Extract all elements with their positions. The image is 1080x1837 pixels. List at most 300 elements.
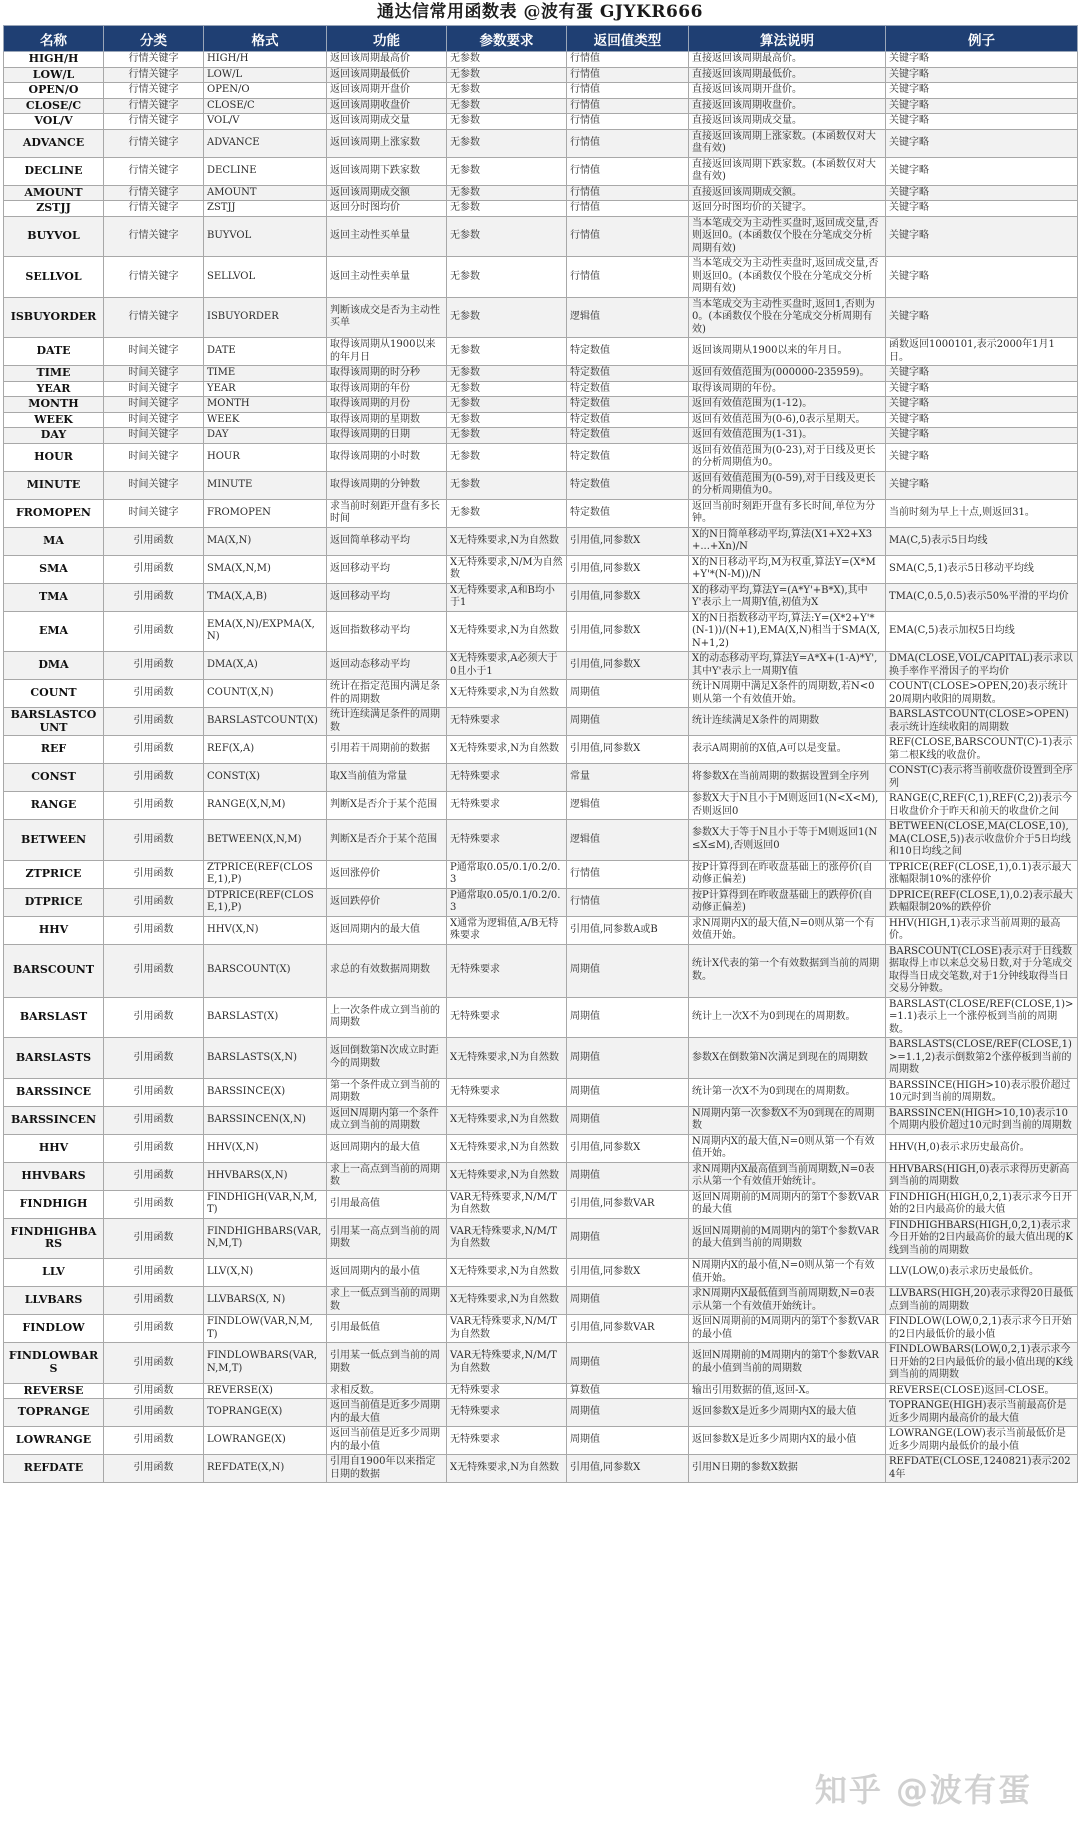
algorithm-cell: 返回参数X是近多少周期内X的最大值 [689,1399,886,1427]
algorithm-cell: 统计X代表的第一个有效数据到当前的周期数。 [689,944,886,997]
table-row [4,1399,1078,1427]
category-cell: 时间关键字 [104,381,204,397]
params-cell: X无特殊要求,N为自然数 [447,1106,567,1134]
name-cell: RANGE [4,792,104,820]
function-cell: 求上一低点到当前的周期数 [327,1287,447,1315]
params-cell: X无特殊要求,N为自然数 [447,1455,567,1483]
algorithm-cell: 参数X大于N且小于M则返回1(N<X<M),否则返回0 [689,792,886,820]
format-cell: EMA(X,N)/EXPMA(X,N) [204,611,327,652]
table-row [4,792,1078,820]
category-cell: 行情关键字 [104,114,204,130]
table-row [4,1162,1078,1190]
category-cell: 引用函数 [104,583,204,611]
algorithm-cell: N周期内第一次参数X不为0到现在的周期数 [689,1106,886,1134]
params-cell: 无参数 [447,201,567,217]
header-category: 分类 [104,26,204,52]
name-cell: LOWRANGE [4,1427,104,1455]
params-cell: 无参数 [447,257,567,298]
function-cell: 返回该周期最高价 [327,52,447,68]
category-cell: 引用函数 [104,1106,204,1134]
format-cell: ZTPRICE(REF(CLOSE,1),P) [204,860,327,888]
format-cell: HOUR [204,443,327,471]
function-cell: 取X当前值为常量 [327,764,447,792]
params-cell: X无特殊要求,A必须大于0且小于1 [447,652,567,680]
function-cell: 返回倒数第N次成立时距今的周期数 [327,1038,447,1079]
format-cell: LLVBARS(X, N) [204,1287,327,1315]
params-cell: 无参数 [447,129,567,157]
format-cell: BARSLASTS(X,N) [204,1038,327,1079]
function-cell: 返回该周期成交额 [327,185,447,201]
table-row [4,114,1078,130]
format-cell: BARSSINCEN(X,N) [204,1106,327,1134]
function-cell: 求当前时刻距开盘有多长时间 [327,499,447,527]
return-type-cell: 周期值 [567,997,689,1038]
params-cell: 无特殊要求 [447,944,567,997]
algorithm-cell: 直接返回该周期最低价。 [689,67,886,83]
example-cell: REFDATE(CLOSE,1240821)表示2024年 [886,1455,1078,1483]
return-type-cell: 行情值 [567,257,689,298]
name-cell: BARSSINCE [4,1078,104,1106]
return-type-cell: 引用值,同参数X [567,611,689,652]
return-type-cell: 特定数值 [567,338,689,366]
example-cell: BARSCOUNT(CLOSE)表示对于日线数据取得上市以来总交易日数,对于分笔成交取得当日成交笔数,对于1分钟线取得当日交易分钟数。 [886,944,1078,997]
name-cell: CONST [4,764,104,792]
function-cell: 统计在指定范围内满足条件的周期数 [327,680,447,708]
name-cell: SELLVOL [4,257,104,298]
return-type-cell: 特定数值 [567,499,689,527]
algorithm-cell: 统计第一次X不为0到现在的周期数。 [689,1078,886,1106]
category-cell: 引用函数 [104,944,204,997]
category-cell: 引用函数 [104,764,204,792]
name-cell: BETWEEN [4,820,104,861]
function-cell: 返回主动性买单量 [327,216,447,257]
table-row [4,1287,1078,1315]
function-cell: 引用最高值 [327,1190,447,1218]
return-type-cell: 周期值 [567,1038,689,1079]
example-cell: 关键字略 [886,129,1078,157]
name-cell: DATE [4,338,104,366]
format-cell: BETWEEN(X,N,M) [204,820,327,861]
format-cell: MONTH [204,397,327,413]
example-cell: LLV(LOW,0)表示求历史最低价。 [886,1259,1078,1287]
name-cell: FINDLOW [4,1315,104,1343]
table-row [4,257,1078,298]
example-cell: 关键字略 [886,98,1078,114]
function-cell: 返回简单移动平均 [327,527,447,555]
category-cell: 引用函数 [104,1259,204,1287]
format-cell: ISBUYORDER [204,297,327,338]
algorithm-cell: 求N周期内X最高值到当前周期数,N=0表示从第一个有效值开始统计。 [689,1162,886,1190]
function-cell: 返回涨停价 [327,860,447,888]
return-type-cell: 周期值 [567,1218,689,1259]
function-cell: 返回移动平均 [327,583,447,611]
params-cell: 无特殊要求 [447,1383,567,1399]
function-cell: 返回当前值是近多少周期内的最小值 [327,1427,447,1455]
return-type-cell: 周期值 [567,1106,689,1134]
example-cell: 关键字略 [886,412,1078,428]
table-row [4,98,1078,114]
params-cell: 无特殊要求 [447,1427,567,1455]
algorithm-cell: 输出引用数据的值,返回-X。 [689,1383,886,1399]
name-cell: ISBUYORDER [4,297,104,338]
table-row [4,1190,1078,1218]
algorithm-cell: 返回该周期从1900以来的年月日。 [689,338,886,366]
category-cell: 引用函数 [104,1427,204,1455]
algorithm-cell: X的N日简单移动平均,算法(X1+X2+X3+...+Xn)/N [689,527,886,555]
algorithm-cell: 表示A周期前的X值,A可以是变量。 [689,736,886,764]
return-type-cell: 引用值,同参数X [567,1259,689,1287]
params-cell: P通常取0.05/0.1/0.2/0.3 [447,860,567,888]
name-cell: HIGH/H [4,52,104,68]
category-cell: 行情关键字 [104,129,204,157]
format-cell: REF(X,A) [204,736,327,764]
name-cell: VOL/V [4,114,104,130]
function-cell: 取得该周期的分钟数 [327,471,447,499]
return-type-cell: 行情值 [567,888,689,916]
format-cell: HHVBARS(X,N) [204,1162,327,1190]
format-cell: LOW/L [204,67,327,83]
format-cell: RANGE(X,N,M) [204,792,327,820]
return-type-cell: 引用值,同参数VAR [567,1190,689,1218]
return-type-cell: 特定数值 [567,471,689,499]
category-cell: 引用函数 [104,997,204,1038]
category-cell: 引用函数 [104,1315,204,1343]
params-cell: 无参数 [447,67,567,83]
example-cell: 关键字略 [886,397,1078,413]
return-type-cell: 特定数值 [567,366,689,382]
category-cell: 引用函数 [104,1078,204,1106]
example-cell: FINDHIGH(HIGH,0,2,1)表示求今日开始的2日内最高价的最大值 [886,1190,1078,1218]
format-cell: WEEK [204,412,327,428]
format-cell: DAY [204,428,327,444]
example-cell: 关键字略 [886,471,1078,499]
name-cell: HHV [4,1134,104,1162]
format-cell: LOWRANGE(X) [204,1427,327,1455]
name-cell: FINDHIGH [4,1190,104,1218]
table-row [4,471,1078,499]
params-cell: X无特殊要求,N为自然数 [447,611,567,652]
algorithm-cell: 直接返回该周期收盘价。 [689,98,886,114]
function-cell: 返回该周期下跌家数 [327,157,447,185]
format-cell: HHV(X,N) [204,1134,327,1162]
category-cell: 行情关键字 [104,67,204,83]
category-cell: 行情关键字 [104,83,204,99]
example-cell: MA(C,5)表示5日均线 [886,527,1078,555]
format-cell: TMA(X,A,B) [204,583,327,611]
params-cell: X无特殊要求,N为自然数 [447,527,567,555]
return-type-cell: 逻辑值 [567,297,689,338]
function-cell: 上一次条件成立到当前的周期数 [327,997,447,1038]
function-cell: 返回该周期成交量 [327,114,447,130]
name-cell: FROMOPEN [4,499,104,527]
example-cell: HHV(H,0)表示求历史最高价。 [886,1134,1078,1162]
category-cell: 行情关键字 [104,157,204,185]
example-cell: 关键字略 [886,297,1078,338]
table-row [4,157,1078,185]
category-cell: 行情关键字 [104,52,204,68]
category-cell: 引用函数 [104,1134,204,1162]
return-type-cell: 逻辑值 [567,820,689,861]
function-cell: 返回动态移动平均 [327,652,447,680]
return-type-cell: 算数值 [567,1383,689,1399]
example-cell: LOWRANGE(LOW)表示当前最低价是近多少周期内最低价的最小值 [886,1427,1078,1455]
example-cell: 关键字略 [886,157,1078,185]
function-cell: 取得该周期的星期数 [327,412,447,428]
return-type-cell: 特定数值 [567,412,689,428]
format-cell: BARSSINCE(X) [204,1078,327,1106]
function-cell: 返回该周期最低价 [327,67,447,83]
params-cell: 无参数 [447,428,567,444]
algorithm-cell: 参数X大于等于N且小于等于M则返回1(N≤X≤M),否则返回0 [689,820,886,861]
algorithm-cell: 当本笔成交为主动性卖盘时,返回成交量,否则返回0。(本函数仅个股在分笔成交分析周期有效) [689,257,886,298]
table-row [4,67,1078,83]
name-cell: TMA [4,583,104,611]
example-cell: HHV(HIGH,1)表示求当前周期的最高价。 [886,916,1078,944]
name-cell: BARSSINCEN [4,1106,104,1134]
return-type-cell: 特定数值 [567,397,689,413]
format-cell: VOL/V [204,114,327,130]
example-cell: 关键字略 [886,257,1078,298]
algorithm-cell: X的N日指数移动平均,算法:Y=(X*2+Y'*(N-1))/(N+1),EMA(X,N)相当于SMA(X,N+1,2) [689,611,886,652]
algorithm-cell: 当本笔成交为主动性买盘时,返回1,否则为0。(本函数仅个股在分笔成交分析周期有效) [689,297,886,338]
params-cell: 无特殊要求 [447,792,567,820]
table-row [4,443,1078,471]
name-cell: DAY [4,428,104,444]
format-cell: DATE [204,338,327,366]
example-cell: 关键字略 [886,381,1078,397]
table-row [4,499,1078,527]
return-type-cell: 引用值,同参数X [567,1134,689,1162]
return-type-cell: 行情值 [567,201,689,217]
params-cell: VAR无特殊要求,N/M/T为自然数 [447,1218,567,1259]
algorithm-cell: 统计上一次X不为0到现在的周期数。 [689,997,886,1038]
category-cell: 引用函数 [104,792,204,820]
table-row [4,888,1078,916]
return-type-cell: 行情值 [567,185,689,201]
table-row [4,997,1078,1038]
table-row [4,1455,1078,1483]
name-cell: ZTPRICE [4,860,104,888]
category-cell: 引用函数 [104,555,204,583]
return-type-cell: 周期值 [567,1287,689,1315]
category-cell: 引用函数 [104,611,204,652]
return-type-cell: 周期值 [567,708,689,736]
function-cell: 返回周期内的最小值 [327,1259,447,1287]
name-cell: LOW/L [4,67,104,83]
function-cell: 求上一高点到当前的周期数 [327,1162,447,1190]
table-row [4,680,1078,708]
params-cell: 无参数 [447,412,567,428]
category-cell: 引用函数 [104,860,204,888]
algorithm-cell: 返回有效值范围为(000000-235959)。 [689,366,886,382]
example-cell: COUNT(CLOSE>OPEN,20)表示统计20周期内收阳的周期数。 [886,680,1078,708]
format-cell: HHV(X,N) [204,916,327,944]
category-cell: 行情关键字 [104,297,204,338]
algorithm-cell: 返回N周期前的M周期内的第T个参数VAR的最小值到当前的周期数 [689,1343,886,1384]
example-cell: 当前时刻为早上十点,则返回31。 [886,499,1078,527]
example-cell: BARSSINCE(HIGH>10)表示股价超过10元时到当前的周期数。 [886,1078,1078,1106]
table-row [4,381,1078,397]
category-cell: 时间关键字 [104,499,204,527]
name-cell: DTPRICE [4,888,104,916]
params-cell: X无特殊要求,N为自然数 [447,736,567,764]
format-cell: BARSLASTCOUNT(X) [204,708,327,736]
example-cell: FINDLOW(LOW,0,2,1)表示求今日开始的2日内最低价的最小值 [886,1315,1078,1343]
params-cell: VAR无特殊要求,N/M/T为自然数 [447,1190,567,1218]
example-cell: 关键字略 [886,443,1078,471]
name-cell: FINDHIGHBARS [4,1218,104,1259]
format-cell: YEAR [204,381,327,397]
category-cell: 引用函数 [104,820,204,861]
algorithm-cell: X的移动平均,算法Y=(A*Y'+B*X),其中Y'表示上一周期Y值,初值为X [689,583,886,611]
params-cell: 无参数 [447,397,567,413]
params-cell: 无参数 [447,381,567,397]
example-cell: TOPRANGE(HIGH)表示当前最高价是近多少周期内最高价的最大值 [886,1399,1078,1427]
category-cell: 引用函数 [104,1383,204,1399]
format-cell: BARSCOUNT(X) [204,944,327,997]
algorithm-cell: X的N日移动平均,M为权重,算法Y=(X*M+Y'*(N-M))/N [689,555,886,583]
return-type-cell: 引用值,同参数X [567,736,689,764]
category-cell: 时间关键字 [104,471,204,499]
category-cell: 时间关键字 [104,366,204,382]
function-cell: 返回周期内的最大值 [327,916,447,944]
table-row [4,1259,1078,1287]
return-type-cell: 行情值 [567,114,689,130]
name-cell: OPEN/O [4,83,104,99]
category-cell: 引用函数 [104,1162,204,1190]
algorithm-cell: 直接返回该周期成交额。 [689,185,886,201]
name-cell: ZSTJJ [4,201,104,217]
category-cell: 时间关键字 [104,412,204,428]
params-cell: X无特殊要求,N为自然数 [447,680,567,708]
category-cell: 引用函数 [104,652,204,680]
table-row [4,583,1078,611]
category-cell: 时间关键字 [104,443,204,471]
algorithm-cell: 引用N日期的参数X数据 [689,1455,886,1483]
format-cell: BARSLAST(X) [204,997,327,1038]
format-cell: REFDATE(X,N) [204,1455,327,1483]
format-cell: BUYVOL [204,216,327,257]
category-cell: 引用函数 [104,1287,204,1315]
header-format: 格式 [204,26,327,52]
category-cell: 行情关键字 [104,201,204,217]
name-cell: ADVANCE [4,129,104,157]
name-cell: MA [4,527,104,555]
algorithm-cell: 返回有效值范围为(1-12)。 [689,397,886,413]
example-cell: TPRICE(REF(CLOSE,1),0.1)表示最大涨幅限制10%的涨停价 [886,860,1078,888]
category-cell: 引用函数 [104,1218,204,1259]
table-row [4,916,1078,944]
return-type-cell: 行情值 [567,216,689,257]
return-type-cell: 周期值 [567,944,689,997]
function-cell: 返回周期内的最大值 [327,1134,447,1162]
category-cell: 引用函数 [104,1343,204,1384]
return-type-cell: 行情值 [567,157,689,185]
algorithm-cell: 返回有效值范围为(0-23),对于日线及更长的分析周期值为0。 [689,443,886,471]
table-row [4,860,1078,888]
params-cell: VAR无特殊要求,N/M/T为自然数 [447,1315,567,1343]
name-cell: AMOUNT [4,185,104,201]
format-cell: CLOSE/C [204,98,327,114]
example-cell: REVERSE(CLOSE)返回-CLOSE。 [886,1383,1078,1399]
name-cell: BARSLAST [4,997,104,1038]
format-cell: DECLINE [204,157,327,185]
category-cell: 引用函数 [104,527,204,555]
name-cell: LLV [4,1259,104,1287]
format-cell: ADVANCE [204,129,327,157]
function-cell: 返回N周期内第一个条件成立到当前的周期数 [327,1106,447,1134]
table-row [4,83,1078,99]
params-cell: X无特殊要求,N为自然数 [447,1259,567,1287]
algorithm-cell: 直接返回该周期上涨家数。(本函数仅对大盘有效) [689,129,886,157]
return-type-cell: 特定数值 [567,381,689,397]
example-cell: 关键字略 [886,366,1078,382]
category-cell: 引用函数 [104,736,204,764]
name-cell: HHV [4,916,104,944]
name-cell: WEEK [4,412,104,428]
format-cell: FINDLOW(VAR,N,M,T) [204,1315,327,1343]
format-cell: MA(X,N) [204,527,327,555]
function-cell: 引用某一高点到当前的周期数 [327,1218,447,1259]
function-cell: 取得该周期的时分秒 [327,366,447,382]
category-cell: 引用函数 [104,708,204,736]
example-cell: SMA(C,5,1)表示5日移动平均线 [886,555,1078,583]
category-cell: 引用函数 [104,1190,204,1218]
algorithm-cell: 返回N周期前的M周期内的第T个参数VAR的最大值 [689,1190,886,1218]
table-row [4,736,1078,764]
example-cell: BARSLAST(CLOSE/REF(CLOSE,1)>=1.1)表示上一个涨停板到当前的周期数。 [886,997,1078,1038]
params-cell: 无特殊要求 [447,1399,567,1427]
table-row [4,1038,1078,1079]
category-cell: 时间关键字 [104,397,204,413]
example-cell: 关键字略 [886,67,1078,83]
format-cell: MINUTE [204,471,327,499]
function-cell: 取得该周期的小时数 [327,443,447,471]
example-cell: FINDLOWBARS(LOW,0,2,1)表示求今日开始的2日内最低价的最小值出现的K线到当前的周期数 [886,1343,1078,1384]
category-cell: 引用函数 [104,916,204,944]
return-type-cell: 行情值 [567,98,689,114]
algorithm-cell: 直接返回该周期成交量。 [689,114,886,130]
table-row [4,397,1078,413]
table-row [4,338,1078,366]
algorithm-cell: 统计连续满足X条件的周期数 [689,708,886,736]
example-cell: BETWEEN(CLOSE,MA(CLOSE,10),MA(CLOSE,5))表示收盘价介于5日均线和10日均线之间 [886,820,1078,861]
table-row [4,527,1078,555]
algorithm-cell: 返回N周期前的M周期内的第T个参数VAR的最小值 [689,1315,886,1343]
algorithm-cell: 返回有效值范围为(0-59),对于日线及更长的分析周期值为0。 [689,471,886,499]
params-cell: X无特殊要求,N为自然数 [447,1038,567,1079]
name-cell: BARSLASTCOUNT [4,708,104,736]
algorithm-cell: 返回有效值范围为(1-31)。 [689,428,886,444]
return-type-cell: 周期值 [567,1427,689,1455]
params-cell: 无参数 [447,157,567,185]
header-function: 功能 [327,26,447,52]
name-cell: TIME [4,366,104,382]
table-row [4,1427,1078,1455]
header-params: 参数要求 [447,26,567,52]
example-cell: REF(CLOSE,BARSCOUNT(C)-1)表示第二根K线的收盘价。 [886,736,1078,764]
params-cell: X通常为逻辑值,A/B无特殊要求 [447,916,567,944]
params-cell: 无参数 [447,366,567,382]
format-cell: FINDHIGHBARS(VAR,N,M,T) [204,1218,327,1259]
algorithm-cell: 直接返回该周期开盘价。 [689,83,886,99]
algorithm-cell: 直接返回该周期最高价。 [689,52,886,68]
table-row [4,1134,1078,1162]
format-cell: OPEN/O [204,83,327,99]
algorithm-cell: 将参数X在当前周期的数据设置到全序列 [689,764,886,792]
function-cell: 求相反数。 [327,1383,447,1399]
return-type-cell: 行情值 [567,129,689,157]
